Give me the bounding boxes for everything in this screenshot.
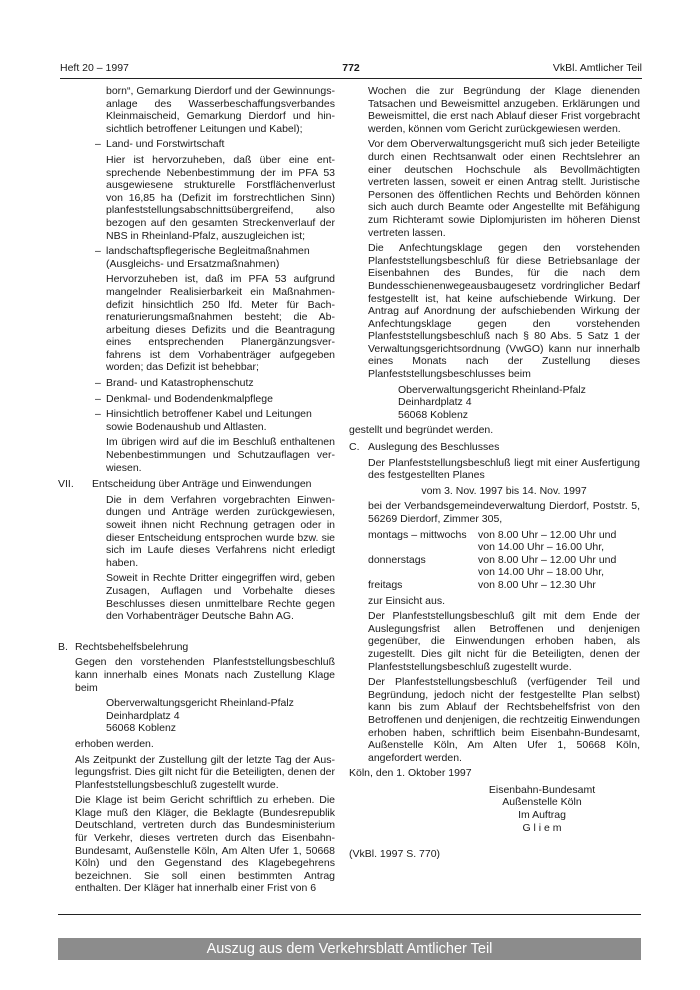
paragraph: Hier ist hervorzuheben, daß über eine entsprechende Nebenbestimmung der im PFA 53 ausgewiesene strukturelle Forstflächenverlust von 16,85 ha (Defizit im forstrechtlichen Sinn) planfeststellungsabschnittsübergreifend, also bezogen auf den gesamten Streckenverlauf der NBS in Rheinland-Pfalz, auszugleichen ist; bbox=[106, 153, 335, 242]
list-item: – Brand- und Katastrophenschutz bbox=[95, 377, 254, 390]
paragraph: bei der Verbandsgemeindeverwaltung Dierdorf, Poststr. 5, 56269 Dierdorf, Zimmer 305, bbox=[368, 500, 640, 525]
signature-block: Eisenbahn-Bundesamt Außenstelle Köln Im Auftrag G l i e m bbox=[488, 783, 596, 834]
paragraph: born“, Gemarkung Dierdorf und der Gewinnungsanlage des Wasserbeschaffungsverbandes Kleinmaischeid, Gemarkung Dierdorf und hinsichtlich betroffener Leitungen und Kabel); bbox=[106, 85, 335, 135]
header-rule bbox=[60, 78, 642, 79]
paragraph: Wochen die zur Begründung der Klage dienenden Tatsachen und Beweismittel anzugeben. Erklärungen und Beweismittel, die erst nach Ablauf dieser Frist vorgebracht werden, können vom Gericht zurückgewiesen werden. bbox=[368, 85, 640, 135]
court-address: Oberverwaltungsgericht Rheinland-Pfalz Deinhardplatz 4 56068 Koblenz bbox=[398, 383, 586, 421]
page-header bbox=[60, 62, 642, 78]
publication-label: VkBl. Amtlicher Teil bbox=[552, 62, 642, 74]
paragraph: zur Einsicht aus. bbox=[368, 594, 446, 607]
paragraph: Die Anfechtungsklage gegen den vorstehenden Planfeststellungsbeschluß für diese Betriebsanlage der Eisenbahnen des Bundes, für die nach dem Bundesschienenwegeausbaugesetz vordringlicher Bedarf festgestellt ist, hat keine aufschiebende Wirkung. Der Antrag auf Anordnung der aufschiebenden Wirkung der Anfechtungsklage gegen den vorstehenden Planfeststellungsbeschluß nach § 80 Abs. 5 Satz 1 der Verwaltungsgerichtsordnung (VwGO) kann nur innerhalb eines Monats nach der Zustellung dieses Planfeststellungsbeschlusses beim bbox=[368, 242, 640, 381]
issue-label: Heft 20 – 1997 bbox=[60, 62, 129, 74]
court-address: Oberverwaltungsgericht Rheinland-Pfalz Deinhardplatz 4 56068 Koblenz bbox=[106, 697, 294, 735]
display-period: vom 3. Nov. 1997 bis 14. Nov. 1997 bbox=[421, 484, 587, 497]
paragraph: Im übrigen wird auf die im Beschluß enthaltenen Nebenbestimmungen und Schutzauflagen verwiesen. bbox=[106, 436, 335, 474]
paragraph: Vor dem Oberverwaltungsgericht muß sich jeder Beteiligte durch einen Rechtsanwalt oder einen Rechtslehrer an einer deutschen Hochschule als Bevollmächtigten vertreten lassen, soweit er einen Antrag stellt. Juristische Personen des öffentlichen Rechts und Behörden können sich auch durch Beamte oder Angestellte mit Befähigung zum Richteramt sowie Diplomjuristen im höheren Dienst vertreten lassen. bbox=[368, 138, 640, 239]
paragraph: Der Planfeststellungsbeschluß (verfügender Teil und Begründung, jedoch nicht der festgestellte Plan selbst) kann bis zum Ablauf der Rechtsbehelfsfrist von den Betroffenen und denjenigen, die rechtzeitig Einwendungen erhoben haben, schriftlich beim Eisenbahn-Bundesamt, Außenstelle Köln, Am Alten Ufer 1, 50668 Köln, angefordert werden. bbox=[368, 676, 640, 764]
date-line: Köln, den 1. Oktober 1997 bbox=[349, 767, 472, 780]
reference: (VkBl. 1997 S. 770) bbox=[349, 848, 441, 861]
footer-banner: Auszug aus dem Verkehrsblatt Amtlicher Teil bbox=[58, 938, 641, 960]
footer-rule bbox=[58, 914, 641, 915]
paragraph: Hervorzuheben ist, daß im PFA 53 aufgrund mangelnder Realisierbarkeit ein Maßnahmendefizit hinsichtlich 250 lfd. Meter für Bachrenaturierungsmaßnahmen besteht; die Abarbeitung dieses Defizits und die Beantragung eines entsprechenden Planergänzungsverfahrens ist dem Vorhabenträger aufgegeben worden; das Defizit ist behebbar; bbox=[106, 273, 335, 374]
list-item: – Land- und Forstwirtschaft bbox=[95, 138, 225, 151]
paragraph: Die in dem Verfahren vorgebrachten Einwendungen und Anträge werden zurückgewiesen, soweit ihnen nicht Rechnung getragen oder in dieser Entscheidung entsprochen wurde bzw. sie sich im Laufe dieses Verfahrens nicht erledigt haben. bbox=[106, 493, 335, 569]
right-column bbox=[349, 85, 640, 861]
paragraph: erhoben werden. bbox=[75, 737, 154, 750]
page-number: 772 bbox=[342, 62, 360, 74]
list-item: – Hinsichtlich betroffener Kabel und Leitungen sowie Bodenaushub und Altlasten. bbox=[95, 408, 312, 433]
paragraph: Der Planfeststellungsbeschluß gilt mit dem Ende der Auslegungsfrist allen Betroffenen und denjenigen gegenüber, die Einwendungen erhoben haben, als zugestellt. Dies gilt nicht für die Beteiligten, denen der Planfeststellungsbeschluß zugestellt wurde. bbox=[368, 610, 640, 673]
list-item: – Denkmal- und Bodendenkmalpflege bbox=[95, 392, 273, 405]
left-column bbox=[58, 85, 335, 895]
section-heading: B. Rechtsbehelfsbelehrung bbox=[58, 640, 189, 653]
opening-hours: montags – mittwochs von 8.00 Uhr – 12.00 Uhr und von 14.00 Uhr – 16.00 Uhr, donnerstags von 8.00 Uhr – 12.00 Uhr und von 14.00 Uhr – 18.00 Uhr, freitags von 8.00 Uhr – 12.30 Uhr bbox=[368, 528, 617, 591]
paragraph: Soweit in Rechte Dritter eingegriffen wird, geben Zusagen, Auflagen und Vorbehalte dieses Beschlusses diesen unmittelbare Rechte gegen den Vorhabenträger Deutsche Bahn AG. bbox=[106, 572, 335, 623]
section-heading: C. Auslegung des Beschlusses bbox=[349, 441, 500, 454]
paragraph: Gegen den vorstehenden Planfeststellungsbeschluß kann innerhalb eines Monats nach Zustellung Klage beim bbox=[75, 656, 335, 694]
list-item: – landschaftspflegerische Begleitmaßnahmen (Ausgleichs- und Ersatzmaßnahmen) bbox=[95, 245, 310, 270]
paragraph: Der Planfeststellungsbeschluß liegt mit einer Ausfertigung des festgestellten Planes bbox=[368, 456, 640, 482]
paragraph: Als Zeitpunkt der Zustellung gilt der letzte Tag der Auslegungsfrist. Dies gilt nicht für die Beteiligten, denen der Planfeststellungsbeschluß zugestellt wurde. bbox=[75, 753, 335, 791]
paragraph: gestellt und begründet werden. bbox=[349, 424, 494, 437]
section-heading: VII. Entscheidung über Anträge und Einwendungen bbox=[58, 478, 312, 491]
paragraph: Die Klage ist beim Gericht schriftlich zu erheben. Die Klage muß den Kläger, die Beklagte (Bundesrepublik Deutschland, vertreten durch das Bundesministerium für Verkehr, dieses vertreten durch das Eisenbahn-Bundesamt, Außenstelle Köln, Am Alten Ufer 1, 50668 Köln) und den Gegenstand des Klagebegehrens bezeichnen. Sie soll einen bestimmten Antrag enthalten. Der Kläger hat innerhalb einer Frist von 6 bbox=[75, 794, 335, 895]
